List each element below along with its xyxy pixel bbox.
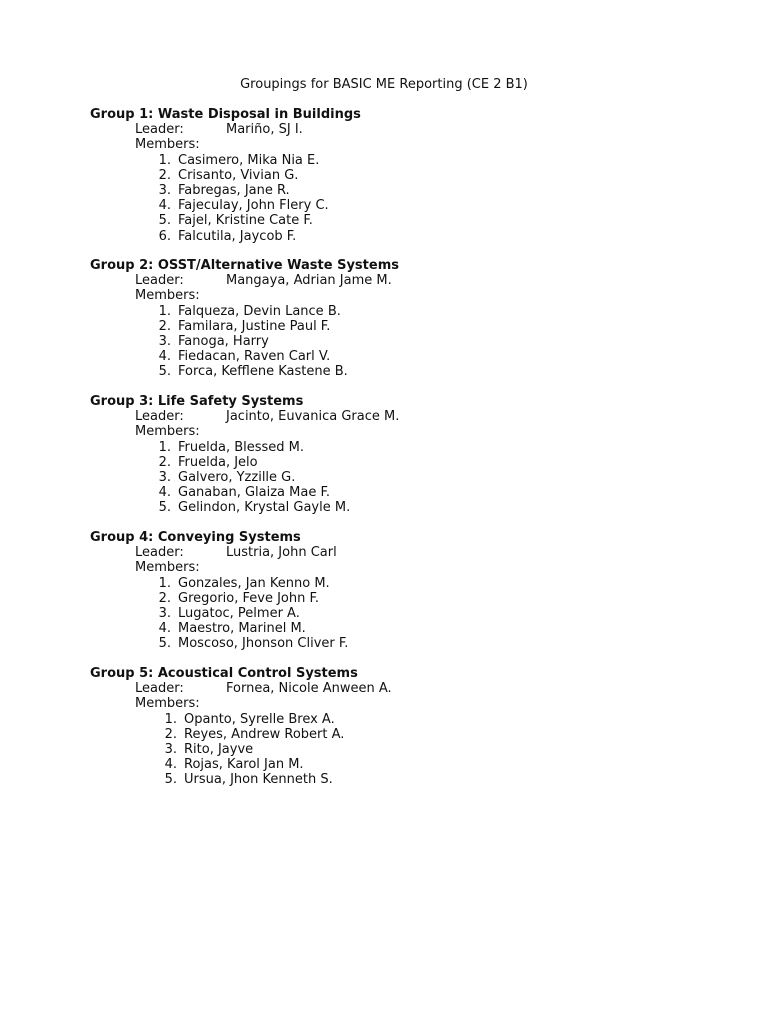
leader-row: [90, 545, 710, 560]
member-number: 3.: [158, 182, 171, 198]
member-name: Fiedacan, Raven Carl V.: [178, 349, 331, 365]
list-item: [90, 757, 710, 772]
list-item: [90, 229, 710, 244]
member-name: Ganaban, Glaiza Mae F.: [178, 485, 330, 501]
group-heading: Group 1: Waste Disposal in Buildings: [90, 107, 361, 122]
list-item: [90, 198, 710, 213]
member-number: 1.: [158, 439, 171, 455]
member-number: 2.: [158, 167, 171, 183]
member-number: 2.: [158, 454, 171, 470]
list-item: [90, 304, 710, 319]
group-3: [90, 394, 710, 516]
member-number: 5.: [158, 500, 171, 516]
list-item: [90, 440, 710, 455]
member-number: 3.: [164, 741, 177, 757]
member-number: 2.: [158, 590, 171, 606]
member-name: Crisanto, Vivian G.: [178, 167, 299, 183]
member-number: 3.: [158, 333, 171, 349]
list-item: [90, 319, 710, 334]
member-name: Fajel, Kristine Cate F.: [178, 213, 313, 229]
member-name: Fruelda, Jelo: [178, 454, 258, 470]
leader-row: [90, 122, 710, 137]
list-item: [90, 153, 710, 168]
leader-label: Leader:: [135, 122, 184, 138]
members-label: Members:: [135, 424, 200, 440]
leader-row: [90, 409, 710, 424]
list-item: [90, 183, 710, 198]
member-number: 1.: [164, 711, 177, 727]
member-number: 4.: [158, 198, 171, 214]
member-name: Gelindon, Krystal Gayle M.: [178, 500, 351, 516]
member-name: Maestro, Marinel M.: [178, 621, 306, 637]
leader-row: [90, 681, 710, 696]
leader-name: Jacinto, Euvanica Grace M.: [226, 409, 400, 425]
leader-name: Fornea, Nicole Anween A.: [226, 681, 392, 697]
list-item: [90, 727, 710, 742]
member-name: Falcutila, Jaycob F.: [178, 228, 297, 244]
member-number: 4.: [158, 485, 171, 501]
list-item: [90, 636, 710, 651]
list-item: [90, 772, 710, 787]
member-name: Familara, Justine Paul F.: [178, 318, 331, 334]
member-name: Falqueza, Devin Lance B.: [178, 303, 341, 319]
list-item: [90, 349, 710, 364]
list-item: [90, 470, 710, 485]
list-item: [90, 213, 710, 228]
member-number: 4.: [158, 621, 171, 637]
member-name: Reyes, Andrew Robert A.: [184, 726, 345, 742]
member-name: Gregorio, Feve John F.: [178, 590, 320, 606]
group-heading: Group 5: Acoustical Control Systems: [90, 666, 358, 681]
member-name: Rito, Jayve: [184, 741, 254, 757]
list-item: [90, 621, 710, 636]
member-number: 5.: [158, 213, 171, 229]
document-title: Groupings for BASIC ME Reporting (CE 2 B1): [240, 77, 528, 92]
group-1: [90, 107, 710, 244]
member-number: 5.: [158, 636, 171, 652]
list-item: [90, 485, 710, 500]
member-number: 2.: [158, 318, 171, 334]
list-item: [90, 712, 710, 727]
member-name: Lugatoc, Pelmer A.: [178, 605, 300, 621]
member-name: Ursua, Jhon Kenneth S.: [184, 772, 333, 788]
list-item: [90, 742, 710, 757]
leader-label: Leader:: [135, 681, 184, 697]
member-name: Casimero, Mika Nia E.: [178, 152, 320, 168]
leader-row: [90, 273, 710, 288]
member-number: 5.: [164, 772, 177, 788]
member-number: 5.: [158, 364, 171, 380]
list-item: [90, 576, 710, 591]
members-label: Members:: [135, 288, 200, 304]
members-label: Members:: [135, 560, 200, 576]
members-label: Members:: [135, 137, 200, 153]
list-item: [90, 168, 710, 183]
leader-label: Leader:: [135, 409, 184, 425]
member-number: 1.: [158, 303, 171, 319]
member-number: 4.: [164, 757, 177, 773]
leader-label: Leader:: [135, 273, 184, 289]
leader-name: Mariño, SJ I.: [226, 122, 303, 138]
group-2: [90, 258, 710, 380]
member-number: 1.: [158, 152, 171, 168]
member-number: 6.: [158, 228, 171, 244]
list-item: [90, 334, 710, 349]
member-name: Forca, Kefflene Kastene B.: [178, 364, 348, 380]
member-number: 3.: [158, 605, 171, 621]
leader-label: Leader:: [135, 545, 184, 561]
member-name: Fanoga, Harry: [178, 333, 269, 349]
group-heading: Group 3: Life Safety Systems: [90, 394, 304, 409]
list-item: [90, 606, 710, 621]
member-number: 2.: [164, 726, 177, 742]
member-number: 3.: [158, 469, 171, 485]
group-heading: Group 4: Conveying Systems: [90, 530, 301, 545]
group-5: [90, 666, 710, 788]
member-name: Fruelda, Blessed M.: [178, 439, 305, 455]
leader-name: Mangaya, Adrian Jame M.: [226, 273, 392, 289]
member-name: Opanto, Syrelle Brex A.: [184, 711, 335, 727]
group-4: [90, 530, 710, 652]
list-item: [90, 591, 710, 606]
member-name: Rojas, Karol Jan M.: [184, 757, 304, 773]
members-label: Members:: [135, 696, 200, 712]
member-number: 4.: [158, 349, 171, 365]
member-number: 1.: [158, 575, 171, 591]
member-name: Fabregas, Jane R.: [178, 182, 290, 198]
list-item: [90, 500, 710, 515]
leader-name: Lustria, John Carl: [226, 545, 337, 561]
member-name: Moscoso, Jhonson Cliver F.: [178, 636, 349, 652]
member-name: Galvero, Yzzille G.: [178, 469, 296, 485]
list-item: [90, 364, 710, 379]
member-name: Fajeculay, John Flery C.: [178, 198, 329, 214]
group-heading: Group 2: OSST/Alternative Waste Systems: [90, 258, 399, 273]
member-name: Gonzales, Jan Kenno M.: [178, 575, 330, 591]
list-item: [90, 455, 710, 470]
